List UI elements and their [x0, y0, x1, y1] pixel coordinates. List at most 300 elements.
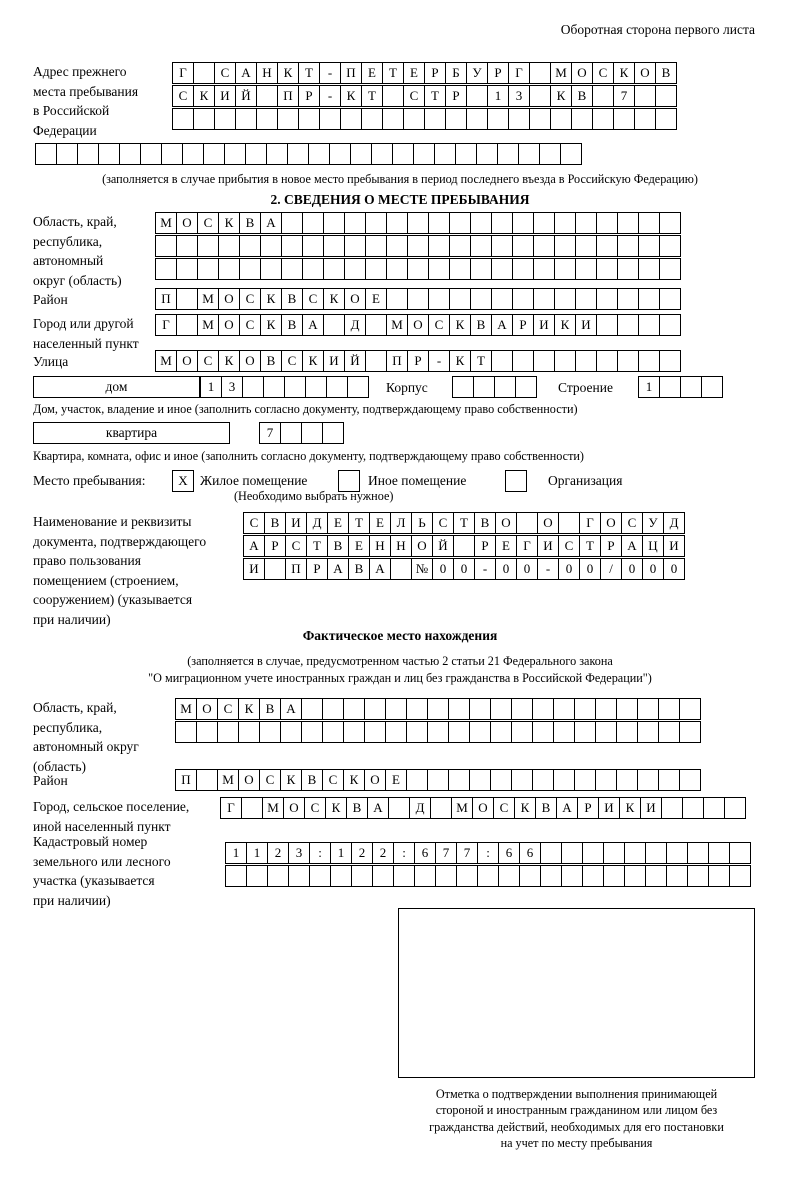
cell[interactable]: П [277, 85, 299, 107]
cell[interactable] [386, 258, 408, 280]
cell[interactable]: С [428, 314, 450, 336]
cell[interactable] [624, 865, 646, 887]
cell[interactable]: Й [432, 535, 454, 557]
cell[interactable]: П [285, 558, 307, 580]
cell[interactable] [617, 314, 639, 336]
cell[interactable] [309, 865, 331, 887]
cell[interactable] [435, 865, 457, 887]
cell[interactable]: № [411, 558, 433, 580]
cell[interactable]: А [369, 558, 391, 580]
cell[interactable] [323, 314, 345, 336]
cell[interactable]: 1 [225, 842, 247, 864]
cell[interactable] [287, 143, 309, 165]
cell[interactable] [392, 143, 414, 165]
cell[interactable] [575, 212, 597, 234]
cell[interactable] [532, 769, 554, 791]
flat-cells[interactable] [259, 422, 343, 445]
cell[interactable]: П [155, 288, 177, 310]
cell[interactable] [140, 143, 162, 165]
cell[interactable] [172, 108, 194, 130]
cell[interactable] [176, 288, 198, 310]
cell[interactable]: Р [298, 85, 320, 107]
cell[interactable] [217, 721, 239, 743]
cell[interactable]: О [196, 698, 218, 720]
cell[interactable] [658, 721, 680, 743]
cell[interactable]: 0 [621, 558, 643, 580]
cell[interactable] [491, 288, 513, 310]
cell[interactable] [155, 235, 177, 257]
cell[interactable] [558, 512, 580, 534]
cell[interactable]: Р [577, 797, 599, 819]
cell[interactable] [554, 288, 576, 310]
cell[interactable] [529, 108, 551, 130]
cell[interactable]: Р [445, 85, 467, 107]
cell[interactable]: Д [344, 314, 366, 336]
cell[interactable] [666, 865, 688, 887]
cell[interactable]: Р [306, 558, 328, 580]
cell[interactable]: О [600, 512, 622, 534]
cell[interactable] [533, 350, 555, 372]
cell[interactable]: М [197, 314, 219, 336]
cell[interactable]: Р [407, 350, 429, 372]
cell[interactable]: В [571, 85, 593, 107]
cell[interactable]: Р [424, 62, 446, 84]
cell[interactable] [518, 143, 540, 165]
cell[interactable] [658, 769, 680, 791]
cell[interactable] [470, 212, 492, 234]
cell[interactable]: П [386, 350, 408, 372]
cell[interactable] [515, 376, 537, 398]
cell[interactable] [617, 258, 639, 280]
cell[interactable] [119, 143, 141, 165]
cell[interactable]: 3 [288, 842, 310, 864]
cell[interactable] [550, 108, 572, 130]
cell[interactable] [176, 314, 198, 336]
cell[interactable] [582, 842, 604, 864]
cell[interactable] [225, 865, 247, 887]
cell[interactable] [575, 258, 597, 280]
cell[interactable] [575, 350, 597, 372]
cell[interactable] [616, 769, 638, 791]
cell[interactable]: И [598, 797, 620, 819]
cell[interactable]: Ц [642, 535, 664, 557]
cell[interactable] [533, 288, 555, 310]
cell[interactable] [344, 212, 366, 234]
cell[interactable]: Е [327, 512, 349, 534]
cell[interactable] [498, 865, 520, 887]
cell[interactable] [284, 376, 306, 398]
cell[interactable]: А [556, 797, 578, 819]
cell[interactable] [280, 721, 302, 743]
cell[interactable] [246, 865, 268, 887]
cell[interactable]: С [239, 288, 261, 310]
cell[interactable] [532, 698, 554, 720]
cell[interactable] [302, 235, 324, 257]
cell[interactable] [319, 108, 341, 130]
cell[interactable]: Е [495, 535, 517, 557]
cell[interactable] [35, 143, 57, 165]
cell[interactable] [407, 212, 429, 234]
cell[interactable] [596, 212, 618, 234]
cell[interactable]: К [613, 62, 635, 84]
cell[interactable]: О [344, 288, 366, 310]
cell[interactable]: К [619, 797, 641, 819]
cell[interactable]: Е [385, 769, 407, 791]
cell[interactable] [340, 108, 362, 130]
cell[interactable] [365, 350, 387, 372]
cell[interactable] [596, 235, 618, 257]
cell[interactable] [508, 108, 530, 130]
cell[interactable]: М [550, 62, 572, 84]
cell[interactable]: В [327, 535, 349, 557]
section3-region-row-2[interactable] [175, 721, 700, 743]
cell[interactable] [161, 143, 183, 165]
cell[interactable] [385, 721, 407, 743]
cell[interactable]: С [172, 85, 194, 107]
cell[interactable]: 2 [351, 842, 373, 864]
cell[interactable] [361, 108, 383, 130]
cell[interactable]: О [283, 797, 305, 819]
place-type-checkbox-zhiloe[interactable]: X [172, 470, 194, 492]
cell[interactable] [239, 258, 261, 280]
cell[interactable] [638, 212, 660, 234]
place-type-checkbox-org[interactable] [505, 470, 527, 492]
cell[interactable]: С [243, 512, 265, 534]
cell[interactable]: - [319, 62, 341, 84]
cell[interactable]: К [514, 797, 536, 819]
cell[interactable] [413, 143, 435, 165]
cell[interactable] [449, 288, 471, 310]
cell[interactable] [529, 62, 551, 84]
cell[interactable] [281, 235, 303, 257]
cell[interactable]: В [301, 769, 323, 791]
cell[interactable] [365, 258, 387, 280]
cell[interactable]: И [285, 512, 307, 534]
cell[interactable] [364, 721, 386, 743]
cell[interactable]: О [218, 314, 240, 336]
cell[interactable]: О [239, 350, 261, 372]
cell[interactable] [263, 376, 285, 398]
cell[interactable]: О [537, 512, 559, 534]
cell[interactable]: В [655, 62, 677, 84]
cell[interactable] [350, 143, 372, 165]
cell[interactable]: К [238, 698, 260, 720]
cell[interactable] [595, 721, 617, 743]
cell[interactable]: В [264, 512, 286, 534]
cell[interactable] [494, 376, 516, 398]
cell[interactable]: М [197, 288, 219, 310]
cell[interactable] [449, 235, 471, 257]
cell[interactable]: И [323, 350, 345, 372]
cell[interactable]: 0 [642, 558, 664, 580]
cell[interactable] [637, 721, 659, 743]
doc-row-3[interactable] [243, 558, 684, 580]
cell[interactable]: О [238, 769, 260, 791]
cell[interactable] [448, 721, 470, 743]
cell[interactable]: 2 [372, 842, 394, 864]
cell[interactable]: Е [365, 288, 387, 310]
cell[interactable]: К [277, 62, 299, 84]
cell[interactable] [301, 698, 323, 720]
cell[interactable] [365, 314, 387, 336]
cell[interactable] [638, 288, 660, 310]
cell[interactable]: А [327, 558, 349, 580]
cell[interactable]: К [554, 314, 576, 336]
cell[interactable] [560, 143, 582, 165]
cell[interactable] [344, 258, 366, 280]
cell[interactable] [448, 698, 470, 720]
cell[interactable]: Б [445, 62, 467, 84]
cell[interactable] [554, 212, 576, 234]
cell[interactable] [574, 769, 596, 791]
cell[interactable]: Т [348, 512, 370, 534]
cell[interactable] [512, 212, 534, 234]
prev-address-row-2[interactable] [172, 85, 676, 107]
cell[interactable] [596, 314, 618, 336]
cell[interactable] [561, 865, 583, 887]
prev-address-row-4[interactable] [35, 143, 581, 166]
cell[interactable] [659, 314, 681, 336]
cell[interactable] [477, 865, 499, 887]
cell[interactable] [329, 143, 351, 165]
cell[interactable] [470, 258, 492, 280]
cell[interactable]: 7 [435, 842, 457, 864]
prev-address-row-1[interactable] [172, 62, 676, 84]
cell[interactable] [659, 235, 681, 257]
cell[interactable] [487, 108, 509, 130]
cell[interactable] [427, 769, 449, 791]
cell[interactable]: А [280, 698, 302, 720]
cell[interactable]: И [663, 535, 685, 557]
cell[interactable] [511, 769, 533, 791]
cell[interactable] [617, 235, 639, 257]
cell[interactable] [497, 143, 519, 165]
cell[interactable]: Й [235, 85, 257, 107]
cell[interactable] [197, 258, 219, 280]
cell[interactable] [540, 842, 562, 864]
section3-region-grid[interactable] [175, 698, 700, 744]
cell[interactable]: А [491, 314, 513, 336]
cell[interactable] [596, 258, 618, 280]
cell[interactable] [645, 865, 667, 887]
cell[interactable] [388, 797, 410, 819]
cell[interactable] [637, 698, 659, 720]
cell[interactable] [390, 558, 412, 580]
cell[interactable] [617, 288, 639, 310]
cadastral-grid[interactable] [225, 842, 750, 888]
cell[interactable] [466, 108, 488, 130]
cell[interactable] [403, 108, 425, 130]
cell[interactable] [414, 865, 436, 887]
cell[interactable]: Е [369, 512, 391, 534]
cell[interactable] [511, 698, 533, 720]
cell[interactable]: С [217, 698, 239, 720]
cell[interactable] [56, 143, 78, 165]
korpus-cells[interactable] [452, 376, 536, 399]
cell[interactable] [724, 797, 746, 819]
cell[interactable] [595, 769, 617, 791]
prev-address-grid[interactable] [172, 62, 676, 131]
cell[interactable] [385, 698, 407, 720]
cell[interactable] [616, 698, 638, 720]
cell[interactable] [613, 108, 635, 130]
cell[interactable]: Г [516, 535, 538, 557]
cell[interactable]: В [348, 558, 370, 580]
cell[interactable] [512, 288, 534, 310]
cell[interactable] [281, 258, 303, 280]
cell[interactable]: К [550, 85, 572, 107]
cell[interactable] [301, 721, 323, 743]
cell[interactable]: К [260, 288, 282, 310]
cell[interactable]: К [343, 769, 365, 791]
cell[interactable] [302, 258, 324, 280]
cell[interactable]: С [259, 769, 281, 791]
cell[interactable]: С [285, 535, 307, 557]
cell[interactable] [659, 288, 681, 310]
cell[interactable]: 7 [456, 842, 478, 864]
cell[interactable] [554, 350, 576, 372]
cell[interactable] [176, 235, 198, 257]
cell[interactable]: - [474, 558, 496, 580]
cell[interactable] [239, 235, 261, 257]
cell[interactable]: 7 [613, 85, 635, 107]
cell[interactable] [469, 769, 491, 791]
cell[interactable] [529, 85, 551, 107]
cell[interactable]: Г [220, 797, 242, 819]
cell[interactable] [533, 212, 555, 234]
cell[interactable] [406, 698, 428, 720]
cell[interactable] [453, 535, 475, 557]
cell[interactable] [703, 797, 725, 819]
cell[interactable] [637, 769, 659, 791]
cell[interactable]: О [411, 535, 433, 557]
cell[interactable] [519, 865, 541, 887]
cell[interactable] [260, 258, 282, 280]
cell[interactable]: В [259, 698, 281, 720]
cell[interactable] [655, 85, 677, 107]
cell[interactable] [491, 350, 513, 372]
cell[interactable]: Т [579, 535, 601, 557]
cell[interactable] [516, 512, 538, 534]
cell[interactable] [540, 865, 562, 887]
cell[interactable] [603, 865, 625, 887]
cell[interactable]: А [367, 797, 389, 819]
cell[interactable]: 1 [487, 85, 509, 107]
cell[interactable]: К [340, 85, 362, 107]
cell[interactable] [386, 212, 408, 234]
cell[interactable] [323, 235, 345, 257]
cell[interactable]: А [621, 535, 643, 557]
cell[interactable] [592, 85, 614, 107]
cell[interactable]: С [302, 288, 324, 310]
cell[interactable] [218, 258, 240, 280]
cell[interactable] [343, 698, 365, 720]
cell[interactable] [729, 865, 751, 887]
cell[interactable]: А [243, 535, 265, 557]
cell[interactable]: Е [403, 62, 425, 84]
cell[interactable] [659, 350, 681, 372]
cell[interactable] [452, 376, 474, 398]
cell[interactable]: О [218, 288, 240, 310]
cell[interactable]: М [155, 350, 177, 372]
cell[interactable]: К [260, 314, 282, 336]
cell[interactable]: К [302, 350, 324, 372]
cell[interactable] [407, 258, 429, 280]
cell[interactable] [553, 721, 575, 743]
cell[interactable]: Т [453, 512, 475, 534]
cell[interactable] [595, 698, 617, 720]
cell[interactable] [260, 235, 282, 257]
cell[interactable] [708, 842, 730, 864]
cell[interactable] [449, 258, 471, 280]
cell[interactable]: А [260, 212, 282, 234]
cell[interactable]: : [393, 842, 415, 864]
cell[interactable] [617, 350, 639, 372]
cell[interactable] [256, 85, 278, 107]
cell[interactable]: У [466, 62, 488, 84]
section2-city-grid[interactable] [155, 314, 680, 337]
cell[interactable] [561, 842, 583, 864]
cell[interactable] [428, 235, 450, 257]
cell[interactable] [470, 288, 492, 310]
cell[interactable]: С [592, 62, 614, 84]
cell[interactable]: О [472, 797, 494, 819]
cell[interactable] [347, 376, 369, 398]
cell[interactable]: К [323, 288, 345, 310]
cell[interactable]: Д [409, 797, 431, 819]
cell[interactable]: А [302, 314, 324, 336]
cell[interactable]: 6 [519, 842, 541, 864]
cell[interactable] [351, 865, 373, 887]
cell[interactable] [575, 288, 597, 310]
cell[interactable]: В [260, 350, 282, 372]
cell[interactable]: : [477, 842, 499, 864]
cell[interactable]: 1 [246, 842, 268, 864]
cell[interactable] [533, 258, 555, 280]
cell[interactable]: У [642, 512, 664, 534]
cell[interactable] [242, 376, 264, 398]
cell[interactable] [298, 108, 320, 130]
cell[interactable] [533, 235, 555, 257]
cell[interactable]: О [407, 314, 429, 336]
cadastral-row-2[interactable] [225, 865, 750, 887]
cell[interactable] [449, 212, 471, 234]
cell[interactable]: 0 [558, 558, 580, 580]
cell[interactable] [197, 235, 219, 257]
cell[interactable] [323, 258, 345, 280]
cell[interactable] [553, 769, 575, 791]
cell[interactable]: И [537, 535, 559, 557]
cell[interactable] [491, 258, 513, 280]
cell[interactable]: Г [172, 62, 194, 84]
section3-region-row-1[interactable] [175, 698, 700, 720]
cell[interactable]: Й [344, 350, 366, 372]
cell[interactable]: В [281, 288, 303, 310]
cell[interactable] [365, 212, 387, 234]
section3-city-grid[interactable] [220, 797, 745, 820]
cell[interactable]: С [558, 535, 580, 557]
cell[interactable] [473, 376, 495, 398]
cell[interactable]: Т [470, 350, 492, 372]
cell[interactable] [708, 865, 730, 887]
cell[interactable] [280, 422, 302, 444]
cell[interactable] [322, 721, 344, 743]
cell[interactable]: 2 [267, 842, 289, 864]
cell[interactable] [407, 288, 429, 310]
cell[interactable]: А [235, 62, 257, 84]
cell[interactable] [176, 258, 198, 280]
cell[interactable] [553, 698, 575, 720]
